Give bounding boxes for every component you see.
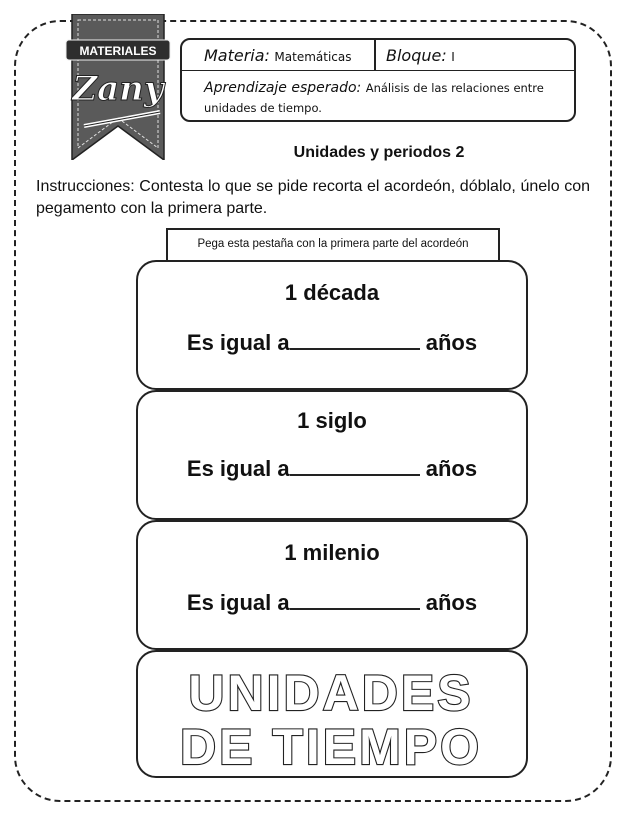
materiales-zany-logo <box>62 14 174 160</box>
header-info-box <box>180 38 576 122</box>
equation-suffix: años <box>425 590 478 615</box>
header-divider <box>374 40 376 70</box>
accordion-panel-milenio <box>136 520 528 650</box>
worksheet-title: Unidades y periodos 2 <box>293 144 465 161</box>
instructions-text: Instrucciones: Contesta lo que se pide recorta el acordeón, dóblalo, únelo con pegamento con la primera parte. <box>36 178 590 217</box>
cover-line1: UNIDADES <box>188 665 474 721</box>
cover-line2: DE TIEMPO <box>179 719 483 774</box>
glue-tab-text: Pega esta pestaña con la primera parte del acordeón <box>197 238 469 250</box>
materia-field <box>204 46 352 66</box>
aprendizaje-value: Análisis de las relaciones entre unidades de tiempo. <box>204 81 544 115</box>
bloque-field <box>386 46 455 66</box>
equation-prefix: Es igual a <box>186 456 290 481</box>
panel-equation <box>138 454 526 482</box>
panel-unit: 1 milenio <box>284 540 380 565</box>
accordion-panel-siglo <box>136 390 528 520</box>
panel-equation <box>138 588 526 616</box>
logo-line1: MATERIALES <box>79 44 157 58</box>
logo-line2: Zany <box>72 69 164 109</box>
panel-equation <box>138 328 526 356</box>
bloque-label: Bloque: <box>386 46 447 65</box>
aprendizaje-field <box>204 78 564 118</box>
materia-label: Materia: <box>204 46 270 65</box>
aprendizaje-label: Aprendizaje esperado: <box>204 80 362 96</box>
bloque-value: I <box>451 50 455 64</box>
equation-suffix: años <box>425 456 478 481</box>
accordion-cover-panel <box>136 650 528 778</box>
accordion-panel-decada <box>136 260 528 390</box>
panel-unit: 1 década <box>284 280 380 305</box>
equation-suffix: años <box>425 330 478 355</box>
panel-unit: 1 siglo <box>297 408 367 433</box>
cover-title-art <box>138 656 525 774</box>
answer-blank[interactable] <box>290 454 420 476</box>
equation-prefix: Es igual a <box>186 590 290 615</box>
answer-blank[interactable] <box>290 328 420 350</box>
equation-prefix: Es igual a <box>186 330 290 355</box>
answer-blank[interactable] <box>290 588 420 610</box>
materia-value: Matemáticas <box>274 50 352 64</box>
